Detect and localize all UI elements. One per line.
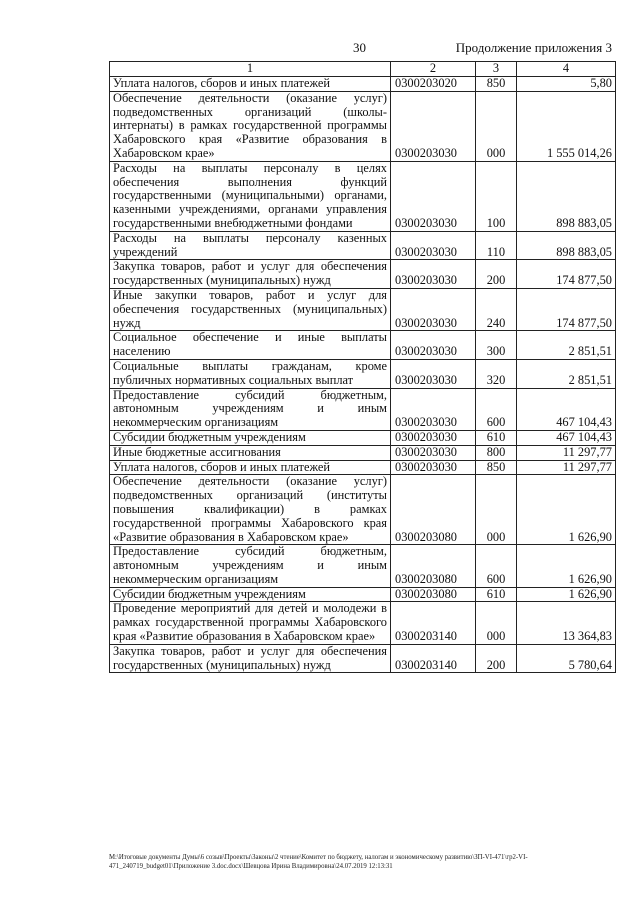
- row-code-cell: 0300203030: [391, 460, 476, 475]
- row-kind-cell: 000: [476, 91, 517, 161]
- row-code-cell: 0300203030: [391, 91, 476, 161]
- table-row: [110, 545, 616, 587]
- row-code-cell: 0300203030: [391, 445, 476, 460]
- row-kind-cell: 300: [476, 331, 517, 360]
- table-row: [110, 91, 616, 161]
- row-name-cell: Проведение мероприятий для детей и молодежи в рамках государственной программы Хабаровского края «Развитие образования в Хабаровском крае»: [110, 602, 391, 644]
- table-row: [110, 460, 616, 475]
- row-code-cell: 0300203030: [391, 260, 476, 289]
- row-code-cell: 0300203030: [391, 288, 476, 330]
- row-code-cell: 0300203030: [391, 331, 476, 360]
- row-name-cell: Обеспечение деятельности (оказание услуг) подведомственных организаций (институты повышения квалификации) в рамках государственной программы Хабаровского края «Развитие образования в Хабаровском крае»: [110, 475, 391, 545]
- table-row: [110, 231, 616, 260]
- row-amount-cell: 467 104,43: [517, 430, 616, 445]
- row-name-cell: Закупка товаров, работ и услуг для обеспечения государственных (муниципальных) нужд: [110, 644, 391, 673]
- row-name-cell: Закупка товаров, работ и услуг для обеспечения государственных (муниципальных) нужд: [110, 260, 391, 289]
- budget-table: [109, 61, 616, 673]
- row-kind-cell: 600: [476, 388, 517, 430]
- row-amount-cell: 898 883,05: [517, 231, 616, 260]
- table-row: [110, 445, 616, 460]
- table-row: [110, 359, 616, 388]
- row-kind-cell: 850: [476, 460, 517, 475]
- row-code-cell: 0300203030: [391, 430, 476, 445]
- table-row: [110, 475, 616, 545]
- row-name-cell: Расходы на выплаты персоналу в целях обеспечения выполнения функций государственными (муниципальными) органами, казенными учреждениями, органами управления государственными внебюджетными фондами: [110, 161, 391, 231]
- row-code-cell: 0300203030: [391, 388, 476, 430]
- row-amount-cell: 1 626,90: [517, 545, 616, 587]
- row-name-cell: Иные бюджетные ассигнования: [110, 445, 391, 460]
- row-name-cell: Уплата налогов, сборов и иных платежей: [110, 460, 391, 475]
- row-code-cell: 0300203080: [391, 545, 476, 587]
- row-kind-cell: 240: [476, 288, 517, 330]
- row-code-cell: 0300203080: [391, 475, 476, 545]
- row-name-cell: Субсидии бюджетным учреждениям: [110, 587, 391, 602]
- row-code-cell: 0300203140: [391, 602, 476, 644]
- continuation-label: Продолжение приложения 3: [455, 40, 612, 55]
- row-amount-cell: 1 626,90: [517, 475, 616, 545]
- row-name-cell: Обеспечение деятельности (оказание услуг) подведомственных организаций (школы-интернаты) в рамках государственной программы Хабаровского края «Развитие образования в Хабаровском крае»: [110, 91, 391, 161]
- row-name-cell: Иные закупки товаров, работ и услуг для обеспечения государственных (муниципальных) нужд: [110, 288, 391, 330]
- row-amount-cell: 174 877,50: [517, 288, 616, 330]
- row-amount-cell: 5,80: [517, 77, 616, 92]
- row-amount-cell: 2 851,51: [517, 331, 616, 360]
- column-number: 2: [391, 62, 476, 77]
- row-name-cell: Социальное обеспечение и иные выплаты населению: [110, 331, 391, 360]
- column-number: 3: [476, 62, 517, 77]
- table-row: [110, 288, 616, 330]
- row-kind-cell: 200: [476, 260, 517, 289]
- row-kind-cell: 320: [476, 359, 517, 388]
- row-amount-cell: 5 780,64: [517, 644, 616, 673]
- table-row: [110, 587, 616, 602]
- row-name-cell: Социальные выплаты гражданам, кроме публичных нормативных социальных выплат: [110, 359, 391, 388]
- table-row: [110, 77, 616, 92]
- row-kind-cell: 600: [476, 545, 517, 587]
- row-code-cell: 0300203030: [391, 359, 476, 388]
- column-number-row: [110, 62, 616, 77]
- row-name-cell: Уплата налогов, сборов и иных платежей: [110, 77, 391, 92]
- row-amount-cell: 1 555 014,26: [517, 91, 616, 161]
- row-amount-cell: 1 626,90: [517, 587, 616, 602]
- row-name-cell: Субсидии бюджетным учреждениям: [110, 430, 391, 445]
- row-amount-cell: 2 851,51: [517, 359, 616, 388]
- column-number: 1: [110, 62, 391, 77]
- row-code-cell: 0300203080: [391, 587, 476, 602]
- row-kind-cell: 100: [476, 161, 517, 231]
- table-row: [110, 161, 616, 231]
- row-code-cell: 0300203030: [391, 231, 476, 260]
- row-kind-cell: 200: [476, 644, 517, 673]
- row-kind-cell: 800: [476, 445, 517, 460]
- page-number: 30: [353, 40, 366, 55]
- table-row: [110, 430, 616, 445]
- row-kind-cell: 610: [476, 430, 517, 445]
- row-kind-cell: 610: [476, 587, 517, 602]
- row-code-cell: 0300203140: [391, 644, 476, 673]
- table-row: [110, 388, 616, 430]
- row-amount-cell: 467 104,43: [517, 388, 616, 430]
- row-amount-cell: 11 297,77: [517, 460, 616, 475]
- table-row: [110, 602, 616, 644]
- row-name-cell: Предоставление субсидий бюджетным, автономным учреждениям и иным некоммерческим организациям: [110, 545, 391, 587]
- column-number: 4: [517, 62, 616, 77]
- row-name-cell: Предоставление субсидий бюджетным, автономным учреждениям и иным некоммерческим организациям: [110, 388, 391, 430]
- table-row: [110, 260, 616, 289]
- row-amount-cell: 898 883,05: [517, 161, 616, 231]
- footer-file-path: M:\Итоговые документы Думы\6 созыв\Проекты\Законы\2 чтение\Комитет по бюджету, налогам и экономическому развитию\ЗП-VI-471\гр2-VI-471_240719_budget01\Приложение 3.doc.docx\Шевцова Ирина Владимировна\24.07.2019 12:13:31: [109, 854, 528, 870]
- table-row: [110, 331, 616, 360]
- row-name-cell: Расходы на выплаты персоналу казенных учреждений: [110, 231, 391, 260]
- row-amount-cell: 11 297,77: [517, 445, 616, 460]
- row-kind-cell: 850: [476, 77, 517, 92]
- row-amount-cell: 174 877,50: [517, 260, 616, 289]
- row-kind-cell: 000: [476, 475, 517, 545]
- row-code-cell: 0300203020: [391, 77, 476, 92]
- row-code-cell: 0300203030: [391, 161, 476, 231]
- row-kind-cell: 110: [476, 231, 517, 260]
- row-kind-cell: 000: [476, 602, 517, 644]
- row-amount-cell: 13 364,83: [517, 602, 616, 644]
- table-row: [110, 644, 616, 673]
